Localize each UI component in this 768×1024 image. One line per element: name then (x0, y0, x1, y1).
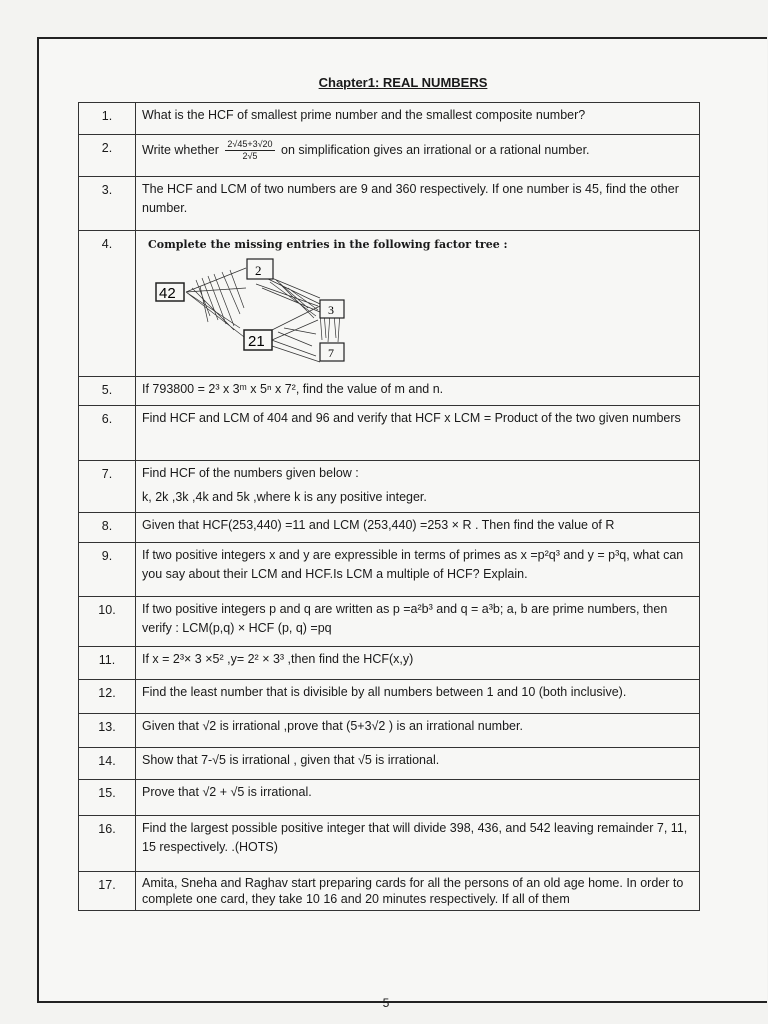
question-number: 17. (79, 872, 136, 911)
question-number: 10. (79, 597, 136, 647)
question-row (79, 647, 700, 680)
question-row (79, 714, 700, 748)
question-number: 7. (79, 461, 136, 513)
page-number: 5 (382, 996, 390, 1010)
question-number: 12. (79, 680, 136, 714)
tree-factor-d: 7 (328, 346, 334, 360)
question-text: Find the least number that is divisible by all numbers between 1 and 10 (both inclusive). (136, 680, 700, 714)
fraction-denominator: 2√5 (242, 151, 258, 161)
question-text: The HCF and LCM of two numbers are 9 and 360 respectively. If one number is 45, find the other number. (136, 177, 700, 231)
question-number: 2. (79, 135, 136, 177)
question-text: Show that 7-√5 is irrational , given that √5 is irrational. (136, 748, 700, 780)
fraction-numerator: 2√45+3√20 (227, 139, 273, 149)
question-text: Given that HCF(253,440) =11 and LCM (253,440) =253 × R . Then find the value of R (136, 513, 700, 543)
question-row (79, 406, 700, 461)
question-text: Complete the missing entries in the following factor tree : (148, 238, 508, 251)
question-number: 5. (79, 377, 136, 406)
question-row (79, 103, 700, 135)
question-row (79, 748, 700, 780)
chapter-title: Chapter1: REAL NUMBERS (318, 75, 488, 90)
question-row (79, 597, 700, 647)
question-row (79, 816, 700, 872)
question-text (136, 461, 700, 513)
question-line: Find HCF of the numbers given below : (142, 466, 359, 480)
tree-root: 42 (159, 285, 176, 302)
question-row (79, 231, 700, 377)
question-number: 13. (79, 714, 136, 748)
question-text: Prove that √2 + √5 is irrational. (136, 780, 700, 816)
fraction (225, 139, 274, 162)
question-text: If 793800 = 2³ x 3ᵐ x 5ⁿ x 7², find the value of m and n. (136, 377, 700, 406)
question-row (79, 177, 700, 231)
question-row (79, 377, 700, 406)
question-post-text: on simplification gives an irrational or a rational number. (281, 142, 590, 157)
worksheet-page (37, 37, 767, 1010)
question-number: 16. (79, 816, 136, 872)
question-row (79, 780, 700, 816)
question-text: Find HCF and LCM of 404 and 96 and verify that HCF x LCM = Product of the two given numbers (136, 406, 700, 461)
factor-tree-diagram (148, 258, 358, 370)
question-row (79, 513, 700, 543)
tree-factor-b: 21 (248, 333, 265, 350)
tree-factor-c: 3 (328, 303, 334, 317)
question-row (79, 461, 700, 513)
question-number: 4. (79, 231, 136, 377)
question-text: If two positive integers p and q are written as p =a²b³ and q = a³b; a, b are prime numbers, then verify : LCM(p,q) × HCF (p, q) =pq (136, 597, 700, 647)
tree-factor-a: 2 (255, 263, 262, 278)
question-text: What is the HCF of smallest prime number and the smallest composite number? (136, 103, 700, 135)
question-pre-text: Write whether (142, 142, 219, 157)
question-number: 6. (79, 406, 136, 461)
question-row (79, 680, 700, 714)
question-row (79, 543, 700, 597)
question-number: 14. (79, 748, 136, 780)
question-text: Amita, Sneha and Raghav start preparing cards for all the persons of an old age home. In order to complete one card, they take 10 16 and 20 minutes respectively. If all of them (136, 872, 700, 911)
question-text: If x = 2³× 3 ×5² ,y= 2² × 3³ ,then find the HCF(x,y) (136, 647, 700, 680)
question-content (136, 231, 700, 377)
question-row (79, 872, 700, 911)
question-text: Find the largest possible positive integer that will divide 398, 436, and 542 leaving remainder 7, 11, 15 respectively. .(HOTS) (136, 816, 700, 872)
question-row (79, 135, 700, 177)
question-text (136, 135, 700, 177)
question-number: 8. (79, 513, 136, 543)
question-number: 15. (79, 780, 136, 816)
question-line: k, 2k ,3k ,4k and 5k ,where k is any positive integer. (142, 490, 427, 504)
question-number: 9. (79, 543, 136, 597)
questions-table (78, 102, 700, 911)
question-number: 3. (79, 177, 136, 231)
question-text: Given that √2 is irrational ,prove that (5+3√2 ) is an irrational number. (136, 714, 700, 748)
question-text: If two positive integers x and y are expressible in terms of primes as x =p²q³ and y = p³q, what can you say about their LCM and HCF.Is LCM a multiple of HCF? Explain. (136, 543, 700, 597)
question-number: 11. (79, 647, 136, 680)
question-number: 1. (79, 103, 136, 135)
